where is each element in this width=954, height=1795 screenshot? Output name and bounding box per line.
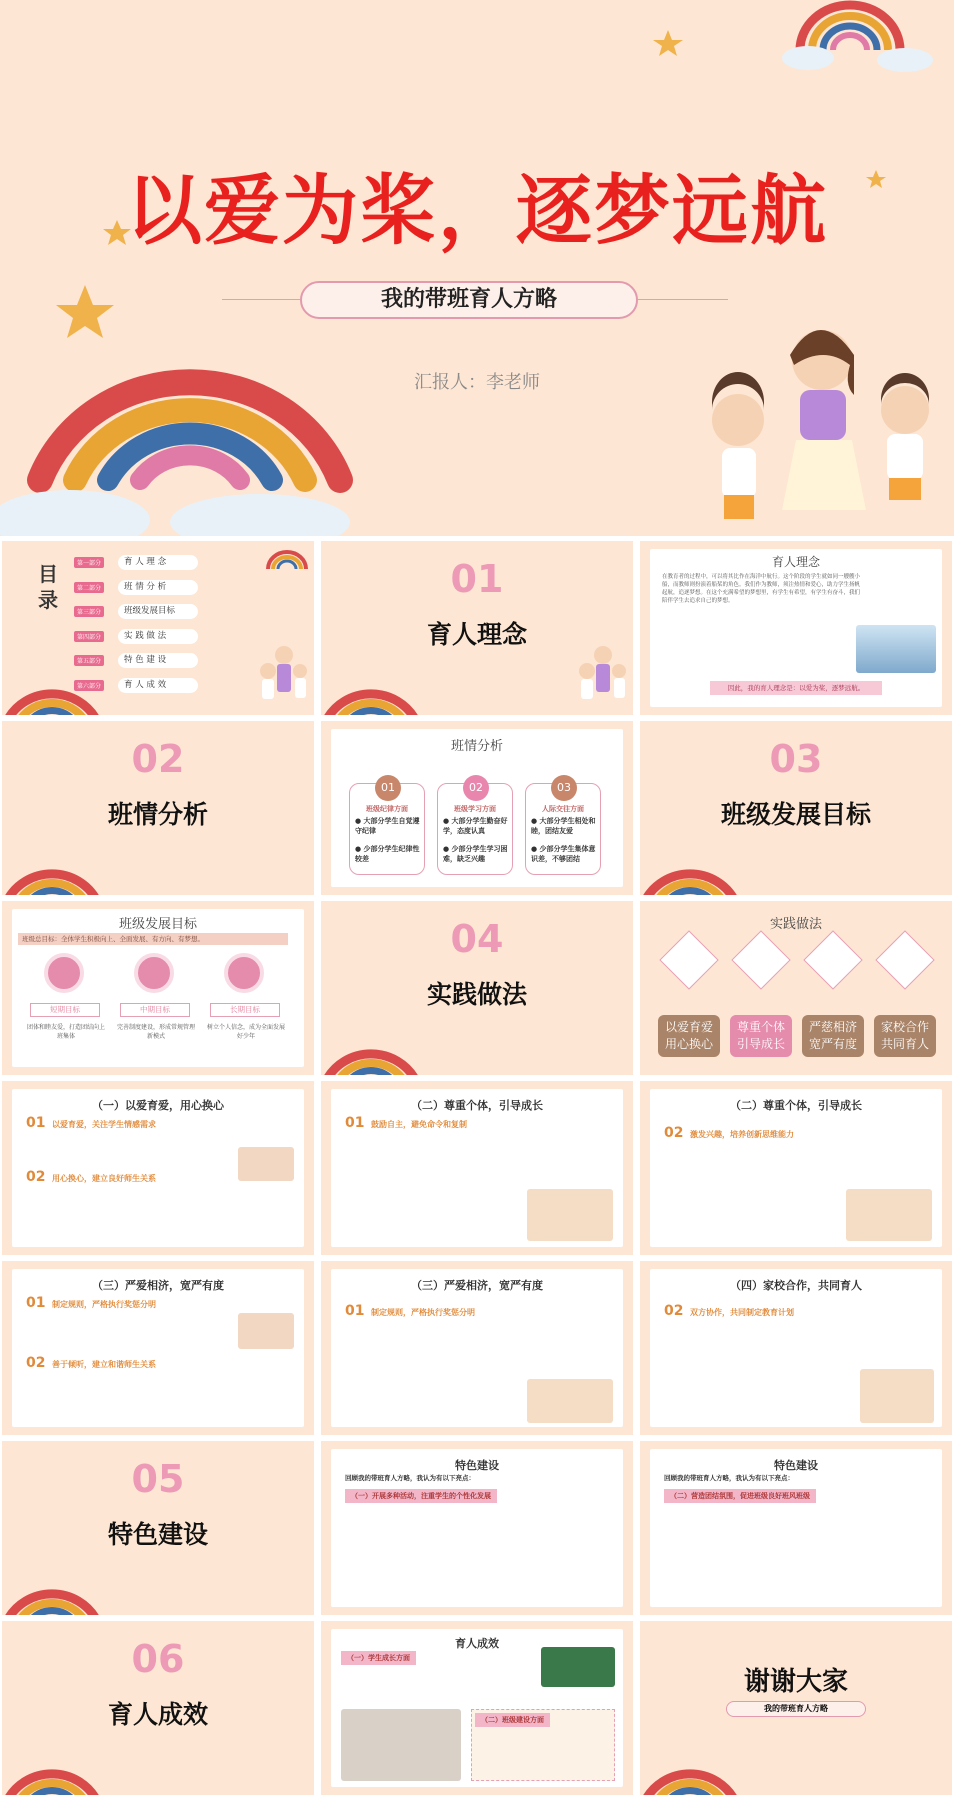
toc-item-label: 特 色 建 设: [118, 653, 198, 668]
reporter-label: 汇报人：李老师: [414, 372, 540, 393]
point-heading: 制定规则，严格执行奖惩分明: [371, 1308, 475, 1317]
practice-tile[interactable]: 尊重个体 引导成长: [730, 1015, 792, 1057]
toc-item-label: 班级发展目标: [118, 604, 198, 619]
toc-item-tag: 第四部分: [74, 631, 104, 642]
rainbow-icon: [2, 651, 102, 715]
column-line: ● 大部分学生自觉遵守纪律: [355, 817, 420, 835]
section-number: 03: [769, 737, 823, 781]
result-tag: （一）学生成长方面: [341, 1651, 416, 1665]
toc-item-tag: 第六部分: [74, 680, 104, 691]
practice-tile[interactable]: 家校合作 共同育人: [874, 1015, 936, 1057]
slide-title: （二）尊重个体，引导成长: [411, 1099, 543, 1112]
slide-title: 育人理念: [771, 555, 820, 569]
toc-item-label: 育 人 理 念: [118, 555, 198, 570]
column-number: 03: [551, 775, 577, 801]
classroom-photo: [238, 1147, 294, 1181]
slide-title: 班情分析: [450, 739, 503, 754]
point-number: 02: [664, 1303, 684, 1319]
column-line: ● 少部分学生纪律性较差: [355, 845, 420, 863]
feature-tag: （一）开展多种活动，注重学生的个性化发展: [345, 1489, 497, 1503]
column-line: ● 大部分学生勤奋好学，态度认真: [443, 817, 508, 835]
point-number: 01: [345, 1115, 365, 1131]
slide-results[interactable]: [321, 1621, 633, 1795]
star-icon: [56, 285, 114, 338]
section-number: 05: [131, 1457, 185, 1501]
title-slide-decor: [0, 0, 954, 536]
class-photo: [341, 1709, 461, 1781]
children-illustration: [569, 641, 629, 711]
rainbow-icon: [321, 1011, 421, 1075]
thanks-subtitle: 我的带班育人方略: [726, 1701, 866, 1717]
toc-item[interactable]: [74, 555, 204, 571]
column-line: ● 大部分学生相处和睦，团结友爱: [531, 817, 596, 835]
goal-banner: 班级总目标：全体学生积极向上、全面发展、有方向、有梦想。: [18, 933, 288, 945]
point-number: 01: [26, 1295, 46, 1311]
slide-title: 育人成效: [455, 1637, 499, 1650]
section-title: 育人成效: [107, 1700, 208, 1729]
classroom-illustration: [527, 1379, 613, 1423]
rainbow-icon: [2, 1551, 102, 1615]
slide-title: 实践做法: [769, 917, 822, 932]
analysis-column: [437, 783, 513, 875]
section-title: 实践做法: [426, 980, 527, 1009]
goal-label: 短期目标: [30, 1003, 100, 1017]
slide-practice-3[interactable]: [640, 1081, 952, 1255]
slide-feature-1[interactable]: [321, 1441, 633, 1615]
goal-icon: [44, 953, 84, 993]
rainbow-icon: [640, 1731, 740, 1795]
goal-desc: 树立个人信念，成为全面发展好少年: [206, 1024, 285, 1040]
section-title: 班级发展目标: [720, 800, 871, 829]
blackboard-photo: [541, 1647, 615, 1687]
toc-item-label: 班 情 分 析: [118, 580, 198, 595]
thanks-title: 谢谢大家: [743, 1667, 848, 1697]
toc-item-tag: 第二部分: [74, 582, 104, 593]
point-heading: 鼓励自主，避免命令和复制: [371, 1120, 467, 1129]
point-heading: 激发兴趣，培养创新思维能力: [690, 1130, 794, 1139]
children-illustration: [250, 641, 310, 711]
column-heading: 班级学习方面: [454, 805, 496, 813]
practice-icon: [803, 930, 862, 989]
toc-item-tag: 第一部分: [74, 557, 104, 568]
slide-goal[interactable]: [2, 901, 314, 1075]
point-number: 02: [26, 1355, 46, 1371]
toc-item[interactable]: [74, 629, 204, 645]
section-title: 特色建设: [107, 1520, 208, 1549]
slide-section-01[interactable]: [321, 541, 633, 715]
section-title: 育人理念: [426, 620, 527, 649]
slide-idea[interactable]: [640, 541, 952, 715]
goal-desc: 完善制度建设，形成常规管理新模式: [116, 1024, 195, 1040]
slide-section-05[interactable]: [2, 1441, 314, 1615]
feature-tag: （二）营造团结氛围，促进班级良好班风班级: [664, 1489, 816, 1503]
slide-title: （三）严爱相济，宽严有度: [411, 1279, 543, 1292]
point-heading: 双方协作，共同制定教育计划: [690, 1308, 794, 1317]
teacher-students-illustration: [846, 1189, 932, 1241]
column-line: ● 少部分学生学习困难，缺乏兴趣: [443, 845, 508, 863]
practice-icon: [731, 930, 790, 989]
point-heading: 制定规则，严格执行奖惩分明: [52, 1300, 156, 1309]
slide-section-04[interactable]: [321, 901, 633, 1075]
section-number: 02: [131, 737, 185, 781]
analysis-column: [525, 783, 601, 875]
slide-title: （四）家校合作，共同育人: [730, 1279, 862, 1292]
toc-item-label: 育 人 成 效: [118, 678, 198, 693]
rainbow-icon: [2, 831, 102, 895]
point-number: 01: [345, 1303, 365, 1319]
slide-title: （三）严爱相济，宽严有度: [92, 1279, 224, 1292]
section-number: 06: [131, 1637, 185, 1681]
slide-section-06[interactable]: [2, 1621, 314, 1795]
goal-desc: 团体和睦友爱，打造团结向上班集体: [26, 1024, 105, 1040]
slide-practice-6[interactable]: [640, 1261, 952, 1435]
rainbow-icon: [640, 831, 740, 895]
main-title: 以爱为桨，逐梦远航: [126, 166, 828, 255]
slide-intro: 回顾我的带班育人方略，我认为有以下亮点：: [345, 1474, 475, 1482]
subtitle-pill: 我的带班育人方略: [300, 281, 638, 319]
goal-icon: [134, 953, 174, 993]
small-rainbow-icon: [800, 5, 900, 50]
rainbow-icon: [321, 651, 421, 715]
title-slide[interactable]: [0, 0, 954, 536]
toc-heading: 目录: [38, 562, 58, 612]
slide-practice-5[interactable]: [321, 1261, 633, 1435]
divider-line: [638, 299, 728, 300]
slide-feature-2[interactable]: [640, 1441, 952, 1615]
classroom-photo: [238, 1313, 294, 1349]
family-illustration: [860, 1369, 934, 1423]
slide-title: 班级发展目标: [118, 917, 197, 932]
toc-item-label: 实 践 做 法: [118, 629, 198, 644]
column-number: 01: [375, 775, 401, 801]
teacher-students-illustration: [527, 1189, 613, 1241]
result-tag: （二）班级建设方面: [475, 1713, 550, 1727]
point-heading: 以爱育爱，关注学生情感需求: [52, 1120, 156, 1129]
point-number: 02: [664, 1125, 684, 1141]
sailboat-photo: [856, 625, 936, 673]
section-number: 01: [450, 557, 504, 601]
column-number: 02: [463, 775, 489, 801]
slide-practice-2[interactable]: [321, 1081, 633, 1255]
point-heading: 用心换心，建立良好师生关系: [52, 1174, 156, 1183]
analysis-column: [349, 783, 425, 875]
children-illustration: [712, 330, 929, 519]
practice-icon: [659, 930, 718, 989]
column-line: ● 少部分学生集体意识差，不够团结: [531, 845, 596, 863]
slide-footer: 因此，我的育人理念是：以爱为桨，逐梦远航。: [710, 681, 882, 695]
point-number: 01: [26, 1115, 46, 1131]
column-heading: 人际交往方面: [542, 805, 584, 813]
point-heading: 善于倾听，建立和谐师生关系: [52, 1360, 156, 1369]
section-title: 班情分析: [107, 800, 208, 829]
slide-body: 在教育者的过程中，可以将其比作在海洋中航行。这个阶段的学生就如同一艘艘小船，而教师则扮演着船桨的角色。我们作为教师，须注热情和爱心，助力学生扬帆起航，追逐梦想。在这个充满希望的梦想里，有学生有希望，有学生有奋斗，我们陪伴学生去追求自己的梦想。: [662, 574, 861, 604]
goal-label: 长期目标: [210, 1003, 280, 1017]
divider-line: [222, 299, 300, 300]
point-number: 02: [26, 1169, 46, 1185]
small-rainbow-icon: [264, 547, 310, 571]
slide-title: 特色建设: [455, 1459, 499, 1472]
section-number: 04: [450, 917, 504, 961]
practice-tile[interactable]: 以爱育爱 用心换心: [658, 1015, 720, 1057]
slide-title: （一）以爱育爱，用心换心: [92, 1099, 224, 1112]
slide-practice-1[interactable]: [2, 1081, 314, 1255]
column-heading: 班级纪律方面: [366, 805, 408, 813]
slide-section-03[interactable]: [640, 721, 952, 895]
slide-intro: 回顾我的带班育人方略，我认为有以下亮点：: [664, 1474, 794, 1482]
practice-tile[interactable]: 严慈相济 宽严有度: [802, 1015, 864, 1057]
slide-practice[interactable]: [640, 901, 952, 1075]
rainbow-icon: [2, 1731, 102, 1795]
toc-item-tag: 第三部分: [74, 606, 104, 617]
toc-item[interactable]: [74, 580, 204, 596]
goal-icon: [224, 953, 264, 993]
toc-item-tag: 第五部分: [74, 655, 104, 666]
goal-label: 中期目标: [120, 1003, 190, 1017]
slide-thanks[interactable]: [640, 1621, 952, 1795]
toc-item[interactable]: [74, 604, 204, 620]
slide-toc[interactable]: [2, 541, 314, 715]
slide-section-02[interactable]: [2, 721, 314, 895]
rainbow-icon: [40, 382, 340, 480]
slide-title: 特色建设: [774, 1459, 818, 1472]
slide-title: （二）尊重个体，引导成长: [730, 1099, 862, 1112]
practice-icon: [875, 930, 934, 989]
slide-analysis[interactable]: [321, 721, 633, 895]
slide-practice-4[interactable]: [2, 1261, 314, 1435]
